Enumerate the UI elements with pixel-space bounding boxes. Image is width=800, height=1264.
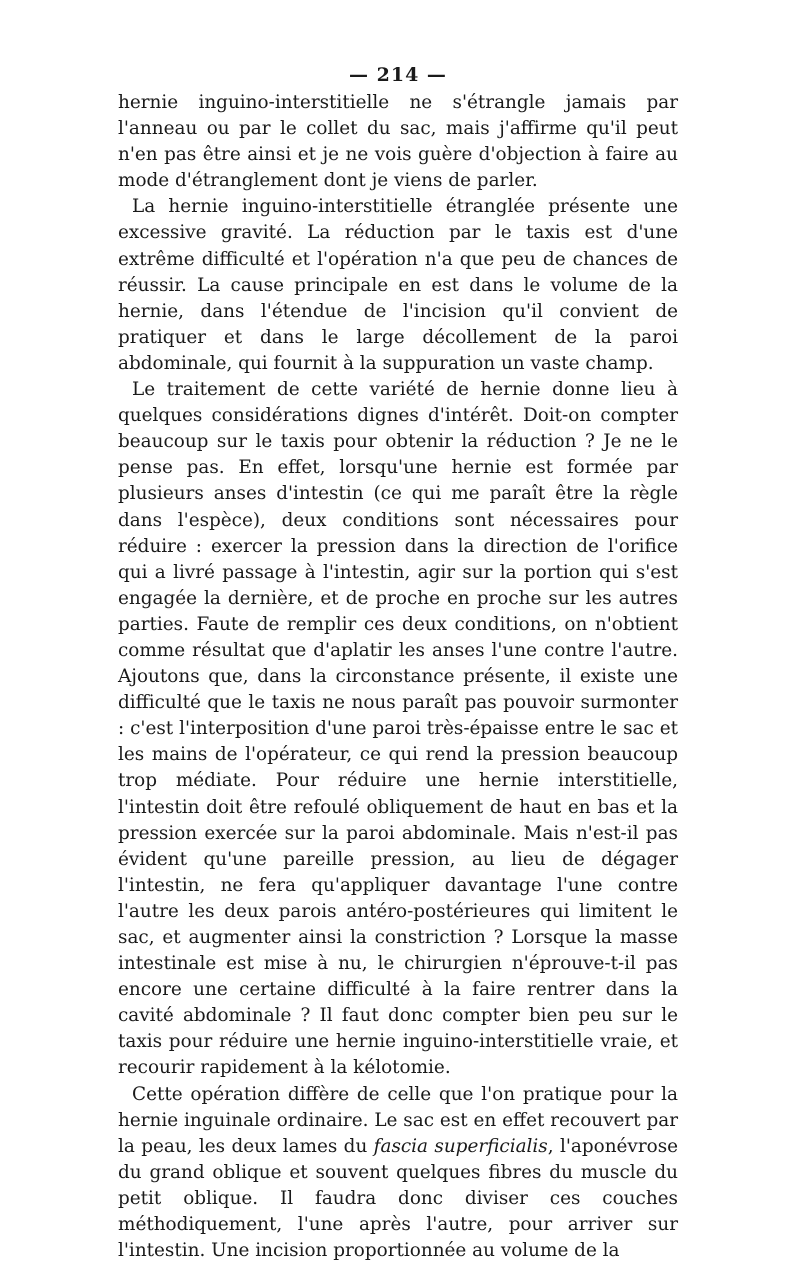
italic-term: fascia superficialis: [373, 1135, 548, 1157]
paragraph-gravity: [118, 194, 678, 377]
page-number: — 214 —: [349, 64, 447, 86]
paragraph-text: Cette opération diffère de celle que l'on pratique pour la hernie inguinale ordinaire. Le sac est en effet recouvert par la peau, les deux lames du: [118, 1083, 678, 1157]
paragraph-text: , l'aponévrose du grand oblique et souvent quelques fibres du muscle du petit oblique. Il faudra donc diviser ces couches méthodiquement, l'une après l'autre, pour arriver sur l'intestin. Une incision proportionnée au volume de la: [118, 1135, 679, 1262]
paragraph-text: Le traitement de cette variété de hernie donne lieu à quelques considérations dignes d'intérêt. Doit-on compter beaucoup sur le taxis pour obtenir la réduction ? Je ne le pense pas. En effet, lorsqu'une hernie est formée par plusieurs anses d'intestin (ce qui me paraît être la règle dans l'espèce), deux conditions sont nécessaires pour réduire : exercer la pression dans la direction de l'orifice qui a livré passage à l'intestin, agir sur la portion qui s'est engagée la dernière, et de proche en proche sur les autres parties. Faute de remplir ces deux conditions, on n'obtient comme résultat que d'aplatir les anses l'une contre l'autre. Ajoutons que, dans la circonstance présente, il existe une difficulté que le taxis ne nous paraît pas pouvoir surmonter : c'est l'interposition d'une paroi très-épaisse entre le sac et les mains de l'opérateur, ce qui rend la pression beaucoup trop médiate. Pour réduire une hernie interstitielle, l'intestin doit être refoulé obliquement de haut en bas et la pression exercée sur la paroi abdominale. Mais n'est-il pas évident qu'une pareille pression, au lieu de dégager l'intestin, ne fera qu'appliquer davantage l'une contre l'autre les deux parois antéro-postérieures qui limitent le sac, et augmenter ainsi la constriction ? Lorsque la masse intestinale est mise à nu, le chirurgien n'éprouve-t-il pas encore une certaine difficulté à la faire rentrer dans la cavité abdominale ? Il faut donc compter bien peu sur le taxis pour réduire une hernie inguino-interstitielle vraie, et recourir rapidement à la kélotomie.: [118, 379, 678, 1079]
paragraph-text: hernie inguino-interstitielle ne s'étrangle jamais par l'anneau ou par le collet du sac, mais j'affirme qu'il peut n'en pas être ainsi et je ne vois guère d'objection à faire au mode d'étranglement dont je viens de parler.: [118, 92, 678, 192]
paragraph-text: La hernie inguino-interstitielle étranglée présente une excessive gravité. La réduction par le taxis est d'une extrême difficulté et l'opération n'a que peu de chances de réussir. La cause principale en est dans le volume de la hernie, dans l'étendue de l'incision qu'il convient de pratiquer et dans le large décollement de la paroi abdominale, qui fournit à la suppuration un vaste champ.: [118, 196, 678, 374]
paragraph-continuation: [118, 90, 678, 194]
book-page: [118, 60, 678, 1264]
paragraph-treatment: [118, 377, 678, 1082]
paragraph-operation: [118, 1082, 678, 1264]
